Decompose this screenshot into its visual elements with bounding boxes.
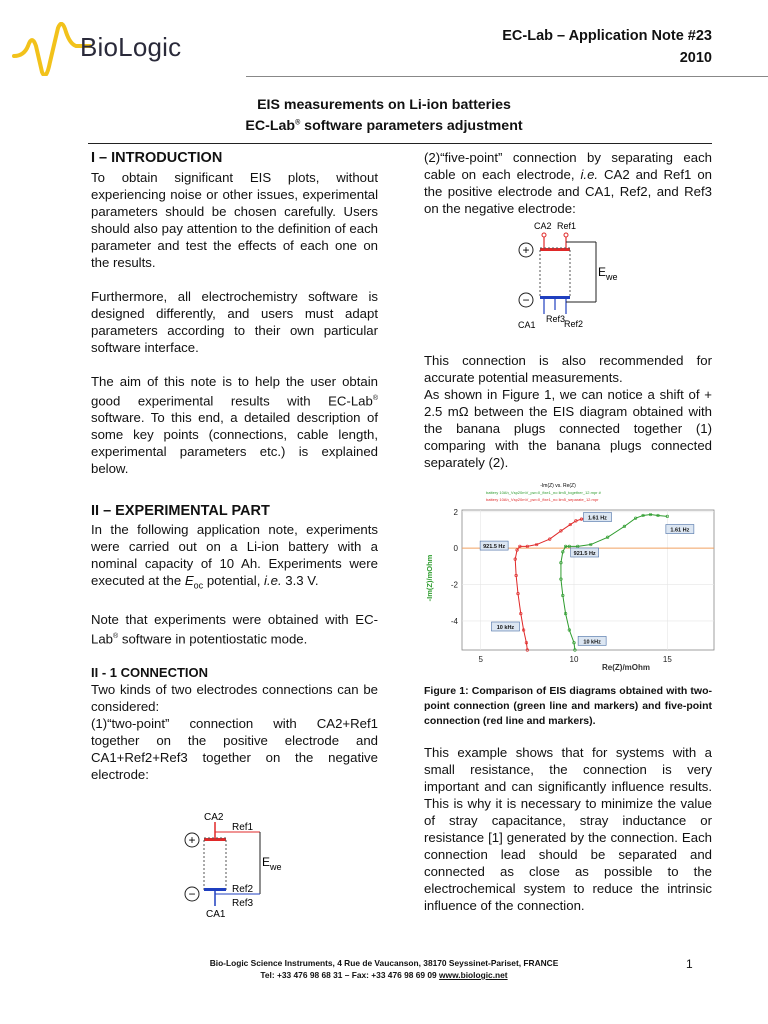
legend-entry-green: battery 10Ah_Vsp20mV_pw=0_fixe1_no lim5_together_12.mpr # (486, 490, 601, 495)
negative-electrode (540, 296, 570, 299)
y-tick-label: -4 (450, 616, 458, 626)
text-span: i.e. (264, 573, 282, 589)
figure-caption: Figure 1: Comparison of EIS diagrams obtained with two-point connection (green line and markers) and five-point connection (red line and markers). (424, 685, 712, 727)
text-span: (2)“five-point” connection by separating each cable on each electrode, (424, 150, 712, 182)
header-rule (246, 76, 768, 77)
connector (542, 233, 546, 237)
y-tick-label: 0 (453, 544, 458, 554)
label-we: we (270, 862, 282, 872)
section-heading-intro: I – INTRODUCTION (91, 150, 223, 166)
plus-sign: + (522, 243, 530, 257)
label-ewe (262, 855, 282, 872)
connector (564, 233, 568, 237)
text-span: potential, (203, 573, 265, 589)
registered-mark: ® (372, 395, 378, 402)
app-note-year: 2010 (679, 50, 712, 66)
experimental-paragraph (91, 521, 378, 595)
label-ca2: CA2 (204, 812, 224, 823)
text-span: Note that experiments were obtained with EC-Lab (91, 612, 378, 647)
intro-paragraph-3 (91, 373, 378, 477)
text-span: E (184, 573, 194, 589)
chart-plot-area (451, 508, 714, 664)
text-span: 3.3 V. (281, 573, 319, 589)
footer-address: Bio-Logic Science Instruments, 4 Rue de Vaucanson, 38170 Seyssinet-Pariset, FRANCE (209, 958, 559, 968)
positive-electrode (204, 838, 226, 841)
y-tick-label: 2 (453, 507, 458, 517)
page-title: EIS measurements on Li-ion batteries (257, 97, 511, 113)
chart-title: -Im(Z) vs. Re(Z) (540, 483, 576, 489)
registered-mark: ® (295, 119, 301, 127)
page-number: 1 (686, 957, 693, 971)
label-ref1: Ref1 (557, 221, 577, 231)
intro-paragraph-2: Furthermore, all electrochemistry software is designed differently, and users must adapt parameters according to their own particular software interface. (91, 289, 378, 355)
x-tick-label: 15 (662, 655, 672, 664)
left-column (91, 150, 378, 783)
frequency-annotation-label: 1.61 Hz (587, 515, 607, 522)
logo-text: BioLogic (80, 32, 182, 62)
frequency-annotation-label: 921.5 Hz (483, 544, 506, 551)
frequency-annotation-label: 10 kHz (583, 639, 601, 646)
frequency-annotation-label: 10 kHz (496, 625, 515, 631)
label-ref3: Ref3 (546, 314, 566, 324)
label-ref1: Ref1 (232, 822, 254, 833)
connection-paragraph: Two kinds of two electrodes connections can be considered: (91, 682, 378, 715)
right-column-bottom (424, 744, 712, 914)
x-axis-label: Re(Z)/mOhm (602, 663, 650, 672)
text-span: In the following application note, experiments were carried out on a Li-ion battery with a nominal capacity of 10 Ah. Experiments were executed at the (91, 522, 378, 589)
intro-paragraph-1: To obtain significant EIS plots, without experiencing noise or other issues, experimental parameters should be chosen carefully. Users should also pay attention to the definition of each parameter and test the effects of each one on the results. (91, 170, 378, 270)
label-ref2: Ref2 (564, 319, 584, 329)
footer-phone: Tel: +33 476 98 68 31 – Fax: +33 476 98 69 09 (260, 970, 440, 980)
frequency-annotation-label: 1.61 Hz (670, 527, 690, 534)
y-tick-label: -2 (450, 580, 458, 590)
two-point-paragraph: (1)“two-point” connection with CA2+Ref1 together on the positive electrode and CA1+Ref2+Ref3 together on the negative electrode: (91, 716, 378, 783)
section-heading-experimental: II – EXPERIMENTAL PART (91, 503, 270, 520)
text-span: software. To this end, a detailed description of some key points (connections, cable length, experimental parameters etc.) is explained below. (91, 410, 378, 477)
text-span: CA2 and Ref1 on the positive electrode and CA1, Ref2, and Ref3 on the negative electrode: (424, 167, 712, 216)
frequency-annotation-label: 921.5 Hz (573, 551, 596, 557)
five-point-connection-diagram (508, 218, 628, 334)
app-note-title: EC-Lab – Application Note #23 (502, 28, 712, 44)
label-ca2: CA2 (534, 221, 552, 231)
text-span: The aim of this note is to help the user obtain good experimental results with EC-Lab (91, 374, 378, 409)
subtitle-part: software parameters adjustment (300, 118, 523, 134)
footer-contact (0, 969, 768, 981)
subtitle-part: EC-Lab (245, 118, 296, 134)
cell-outline (204, 838, 226, 890)
label-ref2: Ref2 (232, 884, 254, 895)
right-column-middle (424, 352, 712, 471)
five-point-paragraph (424, 149, 712, 217)
conclusion-paragraph: This example shows that for systems with a small resistance, the connection is very important and can significantly influence results. This is why it is necessary to minimize the value of stray capacitance, stray inductance or resistance [1] generated by the connection. Each connection lead should be separated and connected as close as possible to the electrochemical system to reduce the intrinsic influence of the connection. (424, 745, 712, 913)
label-ewe (598, 265, 618, 282)
software-note-paragraph (91, 611, 378, 647)
negative-electrode (204, 888, 226, 891)
x-tick-label: 5 (478, 655, 483, 664)
text-span: i.e. (580, 167, 599, 182)
text-span: oc (193, 581, 204, 592)
legend-entry-red: battery 10Ah_Vsp20mV_pw=0_fixe1_no lim5_separate_12.mpr (486, 497, 599, 502)
website-link[interactable]: www.biologic.net (439, 970, 508, 980)
x-tick-label: 10 (569, 655, 579, 664)
label-ca1: CA1 (206, 909, 226, 920)
shift-paragraph: As shown in Figure 1, we can notice a shift of + 2.5 mΩ between the EIS diagram obtained with the banana plugs connected together (1) comparing with the banana plugs connected separately (2). (424, 387, 712, 470)
y-axis-label: -Im(Z)/mOhm (425, 554, 434, 602)
recommendation-paragraph: This connection is also recommended for accurate potential measurements. (424, 353, 712, 385)
right-column-top (424, 149, 712, 217)
biologic-logo (12, 22, 212, 76)
text-span: software in potentiostatic mode. (118, 631, 308, 647)
label-ca1: CA1 (518, 320, 536, 330)
registered-mark: ® (113, 633, 119, 641)
plus-sign: + (188, 833, 196, 847)
label-e: E (598, 265, 607, 279)
minus-sign: − (188, 887, 196, 901)
minus-sign: − (522, 293, 530, 307)
label-e: E (262, 855, 271, 869)
two-point-connection-diagram (170, 808, 290, 920)
footer (0, 957, 768, 981)
page-subtitle (0, 118, 768, 134)
subsection-heading-connection: II - 1 CONNECTION (91, 665, 209, 681)
title-rule (88, 143, 712, 144)
label-we: we (606, 272, 618, 282)
eis-nyquist-chart (418, 478, 718, 674)
cell-outline (540, 248, 570, 298)
label-ref3: Ref3 (232, 898, 254, 909)
